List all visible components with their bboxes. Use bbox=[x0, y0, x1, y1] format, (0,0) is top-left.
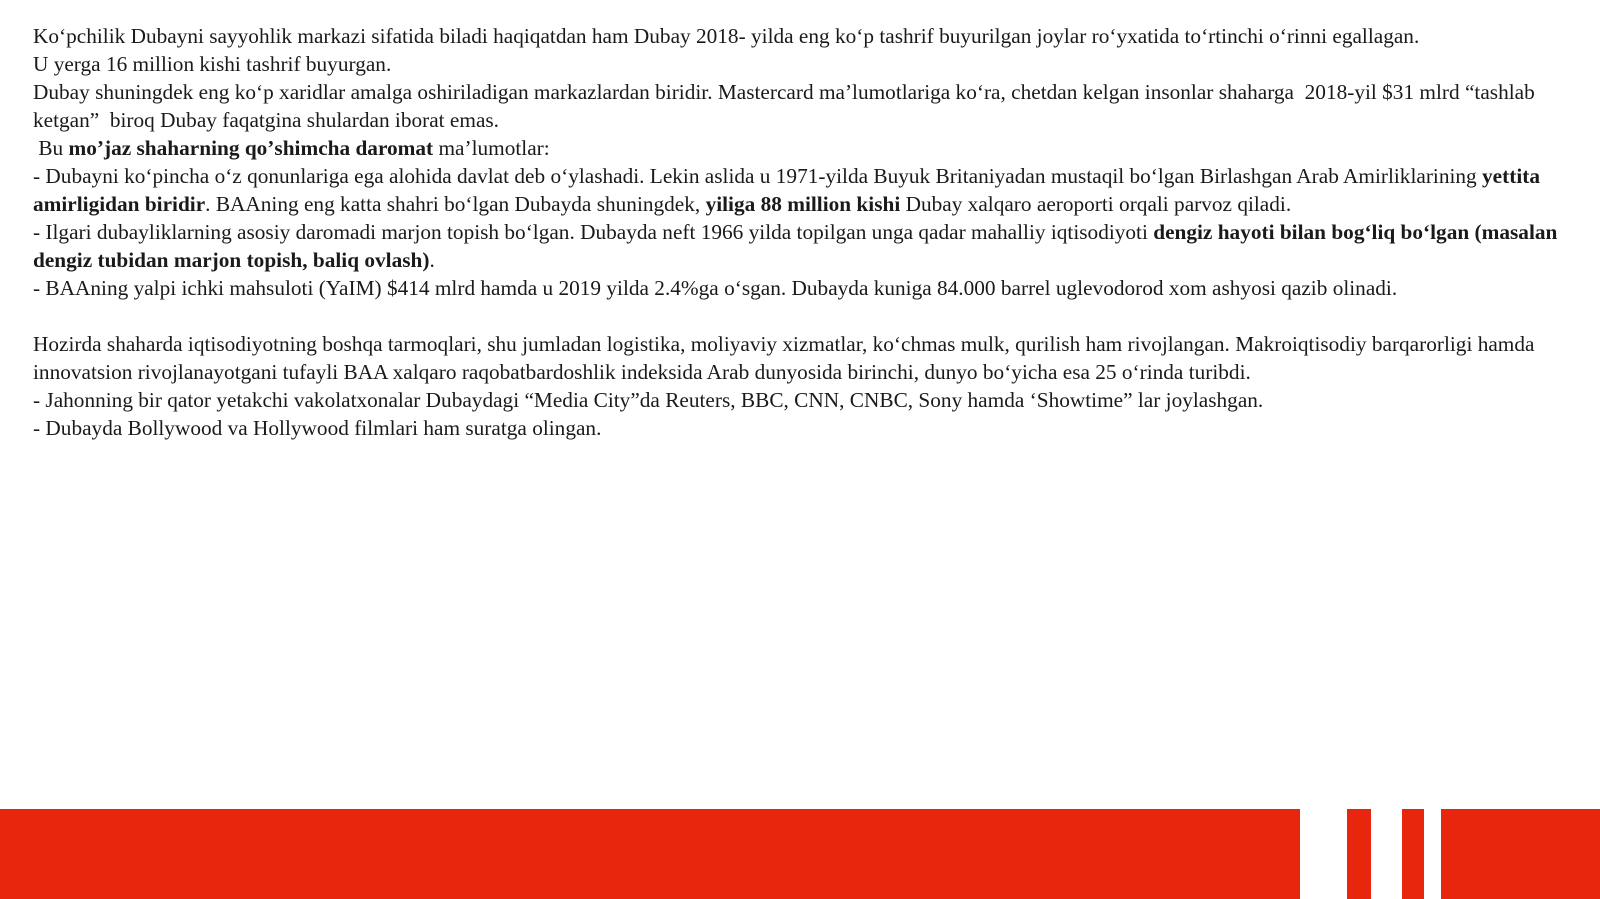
paragraph-media-city: - Jahonning bir qator yetakchi vakolatxonalar Dubaydagi “Media City”da Reuters, BBC, CNN, CNBC, Sony hamda ‘Showtime” lar joylashgan. bbox=[33, 388, 1264, 412]
emirates-text-e: Dubay xalqaro aeroporti orqali parvoz qiladi. bbox=[900, 192, 1292, 216]
paragraph-uae-emirates bbox=[33, 162, 1573, 218]
paragraph-pearl-history bbox=[33, 218, 1573, 274]
emirates-bold-count: yettita amirligidan biridir bbox=[33, 164, 1546, 216]
intro-facts-text-a: Bu bbox=[33, 136, 69, 160]
paragraph-tourism bbox=[33, 22, 1573, 78]
emirates-bold-passengers: yiliga 88 million kishi bbox=[705, 192, 901, 216]
emirates-text-a: - Dubayni koʻpincha oʻz qonunlariga ega alohida davlat deb oʻylashadi. Lekin aslida u 1971-yilda Buyuk Britaniyadan mustaqil boʻlgan Birlashgan Arab Amirliklarining bbox=[33, 164, 1483, 188]
paragraph-gdp: - BAAning yalpi ichki mahsuloti (YaIM) $414 mlrd hamda u 2019 yilda 2.4%ga oʻsgan. Dubayda kuniga 84.000 barrel uglevodorod xom ashyosi qazib olinadi. bbox=[33, 276, 1398, 300]
pearl-text-a: - Ilgari dubayliklarning asosiy daromadi marjon topish boʻlgan. Dubayda neft 1966 yilda topilgan unga qadar mahalliy iqtisodiyoti bbox=[33, 220, 1154, 244]
slide-text-body bbox=[33, 22, 1573, 442]
paragraph-shopping: Dubay shuningdek eng koʻp xaridlar amalga oshiriladigan markazlardan biridir. Mastercard maʼlumotlariga koʻra, chetdan kelgan insonlar shaharga 2018-yil $31 mlrd “tashlab ketgan” biroq Dubay faqatgina shulardan iborat emas. bbox=[33, 80, 1541, 132]
pearl-text-c: . bbox=[429, 248, 435, 272]
footer-decoration bbox=[0, 809, 1600, 899]
footer-bar-main bbox=[0, 809, 1300, 899]
intro-facts-text-c: maʼlumotlar: bbox=[433, 136, 550, 160]
paragraph-films: - Dubayda Bollywood va Hollywood filmlari ham suratga olingan. bbox=[33, 416, 602, 440]
paragraph-economy-sectors: Hozirda shaharda iqtisodiyotning boshqa tarmoqlari, shu jumladan logistika, moliyaviy xizmatlar, koʻchmas mulk, qurilish ham rivojlangan. Makroiqtisodiy barqarorligi hamda innovatsion rivojlanayotgani tufayli BAA xalqaro raqobatbardoshlik indeksida Arab dunyosida birinchi, dunyo boʻyicha esa 25 oʻrinda turibdi. bbox=[33, 332, 1540, 384]
pearl-bold: dengiz hayoti bilan bogʻliq boʻlgan (masalan dengiz tubidan marjon topish, baliq ovlash) bbox=[33, 220, 1563, 272]
footer-bar-end bbox=[1441, 809, 1600, 899]
emirates-text-c: . BAAning eng katta shahri boʻlgan Dubayda shuningdek, bbox=[205, 192, 706, 216]
intro-facts-bold: moʼjaz shaharning qoʼshimcha daromat bbox=[68, 136, 434, 160]
paragraph-intro-facts bbox=[33, 134, 1573, 162]
footer-bar-stripe-2 bbox=[1402, 809, 1424, 899]
paragraph-spacer bbox=[33, 302, 1573, 330]
tourism-sentence: Koʻpchilik Dubayni sayyohlik markazi sifatida biladi haqiqatdan ham Dubay 2018- yilda eng koʻp tashrif buyurilgan joylar roʻyxatida toʻrtinchi oʻrinni egallagan. bbox=[33, 24, 1420, 48]
footer-bar-stripe-1 bbox=[1347, 809, 1371, 899]
visitors-sentence: U yerga 16 million kishi tashrif buyurgan. bbox=[33, 52, 392, 76]
